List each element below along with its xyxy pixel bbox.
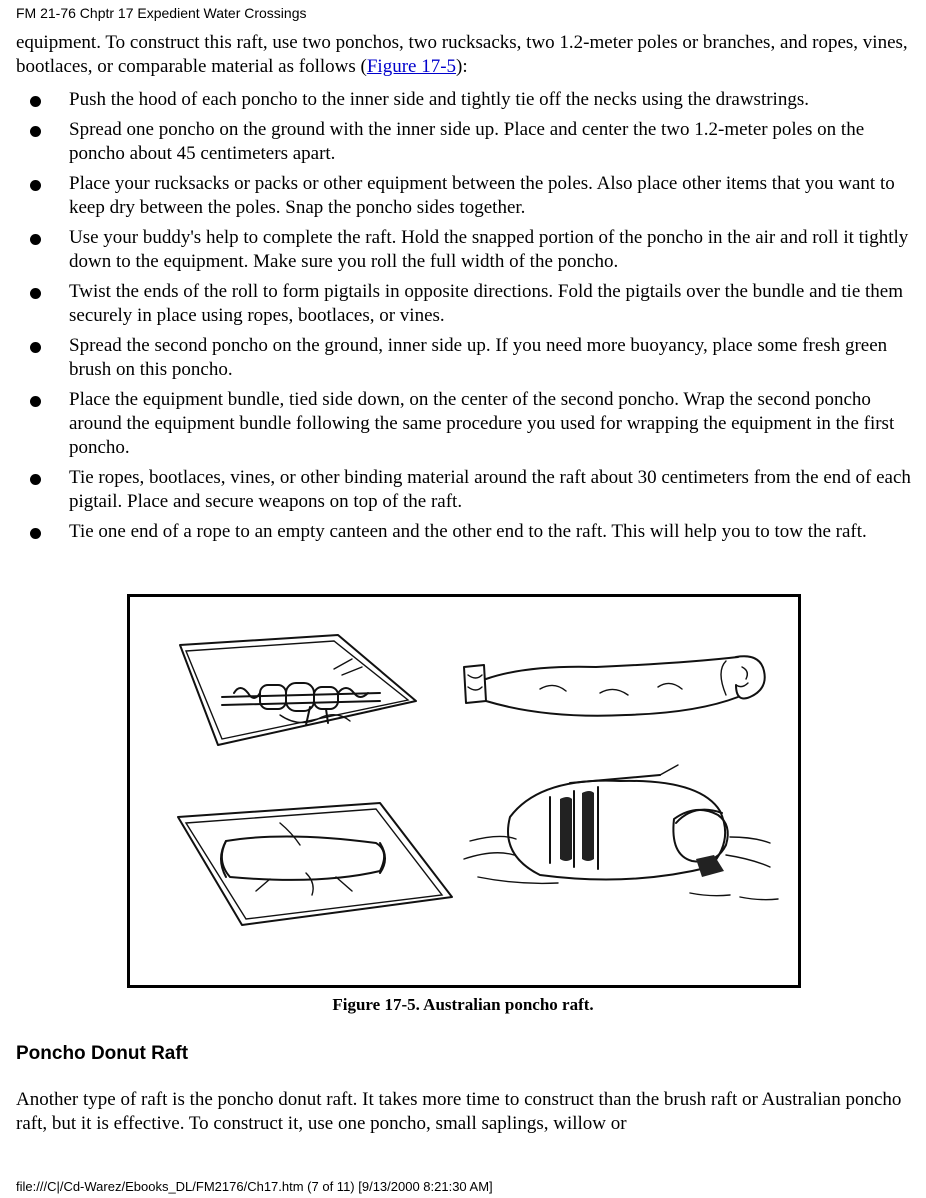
page-footer: file:///C|/Cd-Warez/Ebooks_DL/FM2176/Ch17.htm (7 of 11) [9/13/2000 8:21:30 AM] (16, 1179, 493, 1194)
poncho-raft-drawing (130, 597, 798, 985)
list-item: Spread one poncho on the ground with the inner side up. Place and center the two 1.2-meter poles on the poncho about 45 centimeters apart. (16, 118, 916, 166)
list-item: Spread the second poncho on the ground, inner side up. If you need more buoyancy, place some fresh green brush on this poncho. (16, 334, 916, 382)
poncho-with-equipment-sketch (180, 635, 416, 745)
list-item: Use your buddy's help to complete the raft. Hold the snapped portion of the poncho in the air and roll it tightly down to the equipment. Make sure you roll the full width of the poncho. (16, 226, 916, 274)
figure-17-5-link[interactable]: Figure 17-5 (366, 56, 457, 77)
bullet-icon (30, 126, 41, 137)
list-item: Place the equipment bundle, tied side down, on the center of the second poncho. Wrap the second poncho around the equipment bundle following the same procedure you used for wrapping the equipment in the first poncho. (16, 388, 916, 460)
intro-text: equipment. To construct this raft, use two ponchos, two rucksacks, two 1.2-meter poles or branches, and ropes, vines, bootlaces, or comparable material as follows ( (16, 32, 908, 77)
raft-in-water-sketch (464, 765, 778, 900)
bullet-icon (30, 474, 41, 485)
second-poncho-sketch (178, 803, 452, 925)
intro-suffix: ): (456, 56, 468, 77)
section-paragraph: Another type of raft is the poncho donut raft. It takes more time to construct than the brush raft or Australian poncho raft, but it is effective. To construct it, use one poncho, small saplings, willow or (16, 1089, 902, 1134)
page-header: FM 21-76 Chptr 17 Expedient Water Crossings (16, 5, 307, 21)
construction-steps-list (16, 88, 916, 550)
list-item: Push the hood of each poncho to the inner side and tightly tie off the necks using the drawstrings. (16, 88, 916, 112)
bullet-icon (30, 288, 41, 299)
figure-17-5-illustration (127, 594, 801, 988)
list-item: Twist the ends of the roll to form pigtails in opposite directions. Fold the pigtails over the bundle and tie them securely in place using ropes, bootlaces, or vines. (16, 280, 916, 328)
rolled-bundle-sketch (464, 656, 765, 715)
bullet-icon (30, 528, 41, 539)
bullet-icon (30, 342, 41, 353)
bullet-icon (30, 234, 41, 245)
bullet-icon (30, 180, 41, 191)
intro-paragraph (16, 31, 912, 79)
bullet-icon (30, 396, 41, 407)
list-item: Tie ropes, bootlaces, vines, or other binding material around the raft about 30 centimeters from the end of each pigtail. Place and secure weapons on top of the raft. (16, 466, 916, 514)
list-item: Place your rucksacks or packs or other equipment between the poles. Also place other items that you want to keep dry between the poles. Snap the poncho sides together. (16, 172, 916, 220)
list-item: Tie one end of a rope to an empty canteen and the other end to the raft. This will help you to tow the raft. (16, 520, 916, 544)
figure-caption: Figure 17-5. Australian poncho raft. (332, 995, 594, 1014)
section-title: Poncho Donut Raft (16, 1043, 189, 1064)
bullet-icon (30, 96, 41, 107)
